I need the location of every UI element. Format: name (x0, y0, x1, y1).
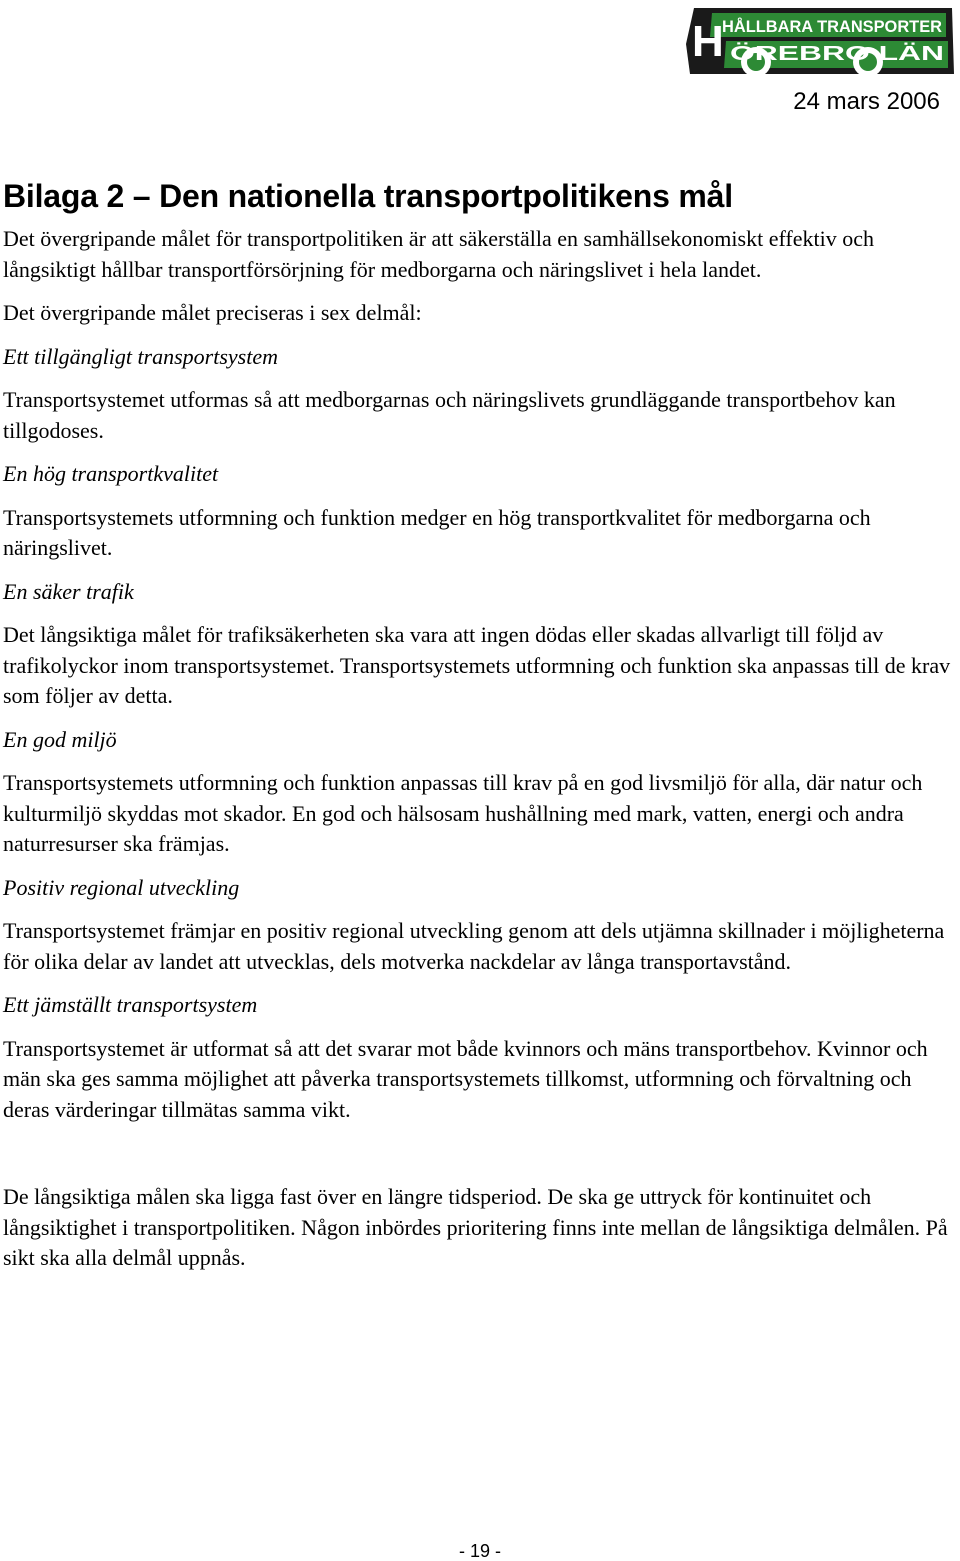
goal-heading-quality: En hög transportkvalitet (3, 461, 219, 486)
logo-initial: H (692, 17, 724, 66)
logo-line2: ÖREBRO LÄN (730, 43, 865, 65)
logo-hallbara-transporter (684, 4, 956, 80)
goal-text-quality: Transportsystemets utformning och funktion medger en hög transportkvalitet för medborgarna och näringslivet. (3, 504, 871, 560)
goal-heading-safety: En säker trafik (3, 578, 134, 604)
goal-text-equality: Transportsystemet är utformat så att det svarar mot både kvinnors och mäns transportbehov. Kvinnor och män ska ges samma möjlighet att påverka transportsystemets tillkomst, utformning och förvaltning och deras värderingar tillmätas samma vikt. (3, 1035, 928, 1122)
intro-goals-lead: Det övergripande målet preciseras i sex delmål: (3, 300, 422, 325)
logo-line1: HÅLLBARA TRANSPORTER (722, 17, 942, 36)
page-title: Bilaga 2 – Den nationella transportpolitikens mål (3, 178, 733, 214)
closing-paragraph: De långsiktiga målen ska ligga fast över en längre tidsperiod. De ska ge uttryck för kontinuitet och långsiktighet i transportpolitiken. Någon inbördes prioritering finns inte mellan de långsiktiga delmålen. På sikt ska alla delmål uppnås. (3, 1184, 948, 1270)
goal-text-regional: Transportsystemet främjar en positiv regional utveckling genom att dels utjämna skillnader i möjligheterna för olika delar av landet att utvecklas, dels motverka nackdelar av långa transportavstånd. (3, 918, 945, 974)
goal-heading-regional: Positiv regional utveckling (3, 874, 240, 900)
goal-text-environment: Transportsystemets utformning och funktion anpassas till krav på en god livsmiljö för alla, där natur och kulturmiljö skyddas mot skador. En god och hälsosam hushållning med mark, vatten, energi och andra naturresurser ska främjas. (3, 770, 923, 856)
goal-heading-equality: Ett jämställt transportsystem (3, 992, 258, 1017)
document-date: 24 mars 2006 (793, 88, 940, 115)
goal-text-safety: Det långsiktiga målet för trafiksäkerheten ska vara att ingen dödas eller skadas allvarligt till följd av trafikolyckor inom transportsystemet. Transportsystemets utformning och funktion ska anpassas till de krav som följer av detta. (3, 622, 951, 708)
logo-graphic (684, 4, 956, 80)
page-number: - 19 - (458, 1541, 501, 1561)
intro-paragraph: Det övergripande målet för transportpolitiken är att säkerställa en samhällsekonomiskt effektiv och långsiktigt hållbar transportförsörjning för medborgarna och näringslivet i hela landet. (3, 226, 874, 282)
document-body (3, 176, 955, 1274)
goal-text-accessible: Transportsystemet utformas så att medborgarnas och näringslivets grundläggande transportbehov kan tillgodoses. (3, 387, 896, 443)
goal-heading-environment: En god miljö (3, 726, 117, 752)
goal-heading-accessible: Ett tillgängligt transportsystem (3, 343, 279, 369)
